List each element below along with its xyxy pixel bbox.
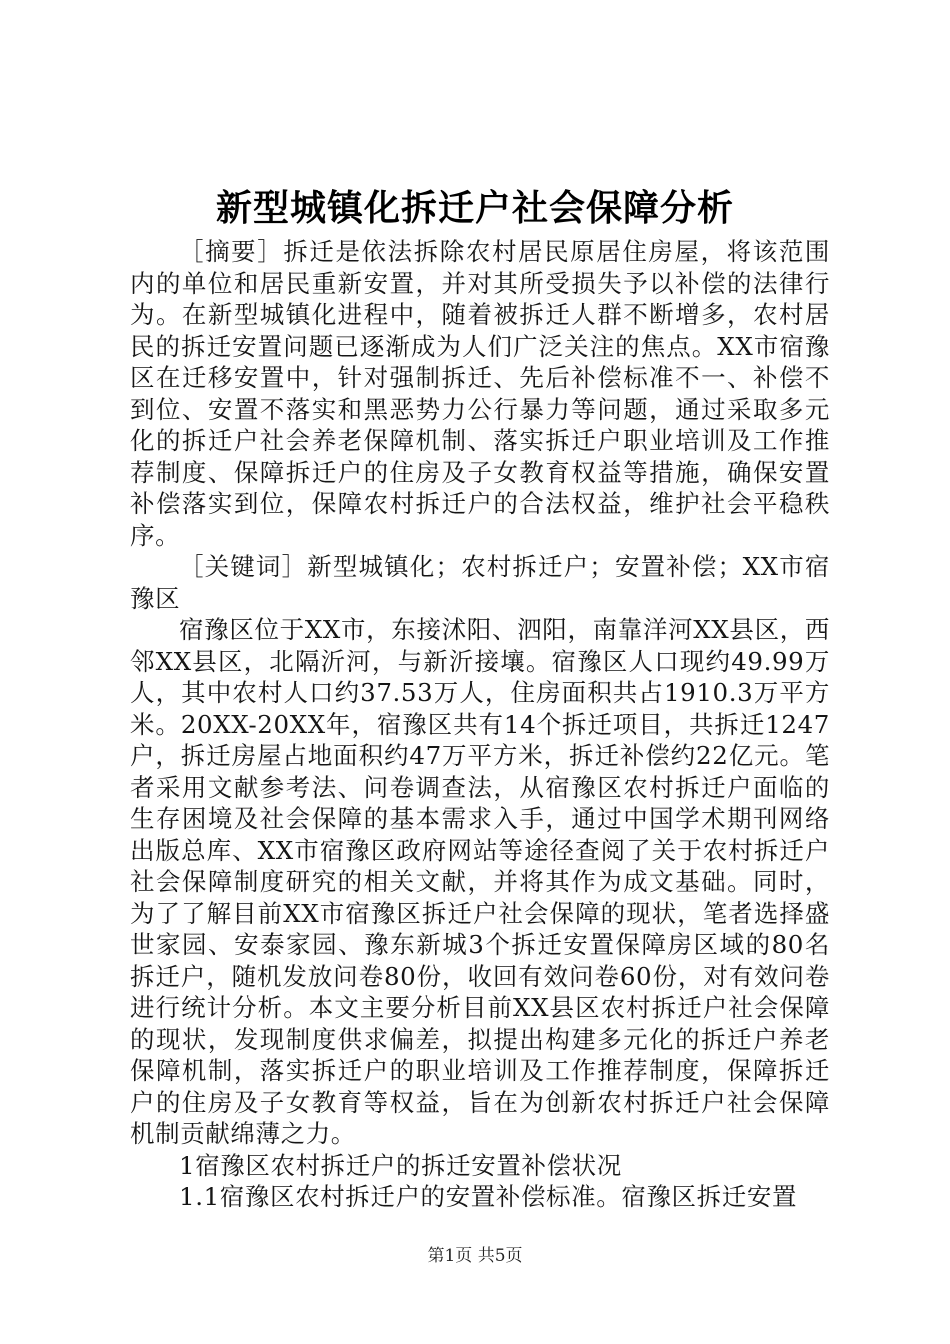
document-body xyxy=(130,236,830,1213)
section-heading: 1宿豫区农村拆迁户的拆迁安置补偿状况 xyxy=(179,1150,622,1180)
page-footer: 第1页 共5页 xyxy=(427,1246,523,1266)
intro-paragraph: 宿豫区位于XX市，东接沭阳、泗阳，南靠洋河XX县区，西邻XX县区，北隔沂河，与新沂接壤。宿豫区人口现约49.99万人，其中农村人口约37.53万人，住房面积共占1910.3万平方米。20XX-20XX年，宿豫区共有14个拆迁项目，共拆迁1247户，拆迁房屋占地面积约47万平方米，拆迁补偿约22亿元。笔者采用文献参考法、问卷调查法，从宿豫区农村拆迁户面临的生存困境及社会保障的基本需求入手，通过中国学术期刊网络出版总库、XX市宿豫区政府网站等途径查阅了关于农村拆迁户社会保障制度研究的相关文献，并将其作为成文基础。同时，为了了解目前XX市宿豫区拆迁户社会保障的现状，笔者选择盛世家园、安泰家园、豫东新城3个拆迁安置保障房区域的80名拆迁户，随机发放问卷80份，收回有效问卷60份，对有效问卷进行统计分析。本文主要分析目前XX县区农村拆迁户社会保障的现状，发现制度供求偏差，拟提出构建多元化的拆迁户养老保障机制，落实拆迁户的职业培训及工作推荐制度，保障拆迁户的住房及子女教育等权益，旨在为创新农村拆迁户社会保障机制贡献绵薄之力。 xyxy=(130,615,830,1148)
keywords-paragraph: ［关键词］新型城镇化；农村拆迁户；安置补偿；XX市宿豫区 xyxy=(130,552,830,613)
abstract-paragraph: ［摘要］拆迁是依法拆除农村居民原居住房屋，将该范围内的单位和居民重新安置，并对其所受损失予以补偿的法律行为。在新型城镇化进程中，随着被拆迁人群不断增多，农村居民的拆迁安置问题已逐渐成为人们广泛关注的焦点。XX市宿豫区在迁移安置中，针对强制拆迁、先后补偿标准不一、补偿不到位、安置不落实和黑恶势力公行暴力等问题，通过采取多元化的拆迁户社会养老保障机制、落实拆迁户职业培训及工作推荐制度、保障拆迁户的住房及子女教育权益等措施，确保安置补偿落实到位，保障农村拆迁户的合法权益，维护社会平稳秩序。 xyxy=(130,237,830,550)
subsection-paragraph: 1.1宿豫区农村拆迁户的安置补偿标准。宿豫区拆迁安置 xyxy=(179,1182,798,1211)
document-title: 新型城镇化拆迁户社会保障分析 xyxy=(215,187,734,229)
